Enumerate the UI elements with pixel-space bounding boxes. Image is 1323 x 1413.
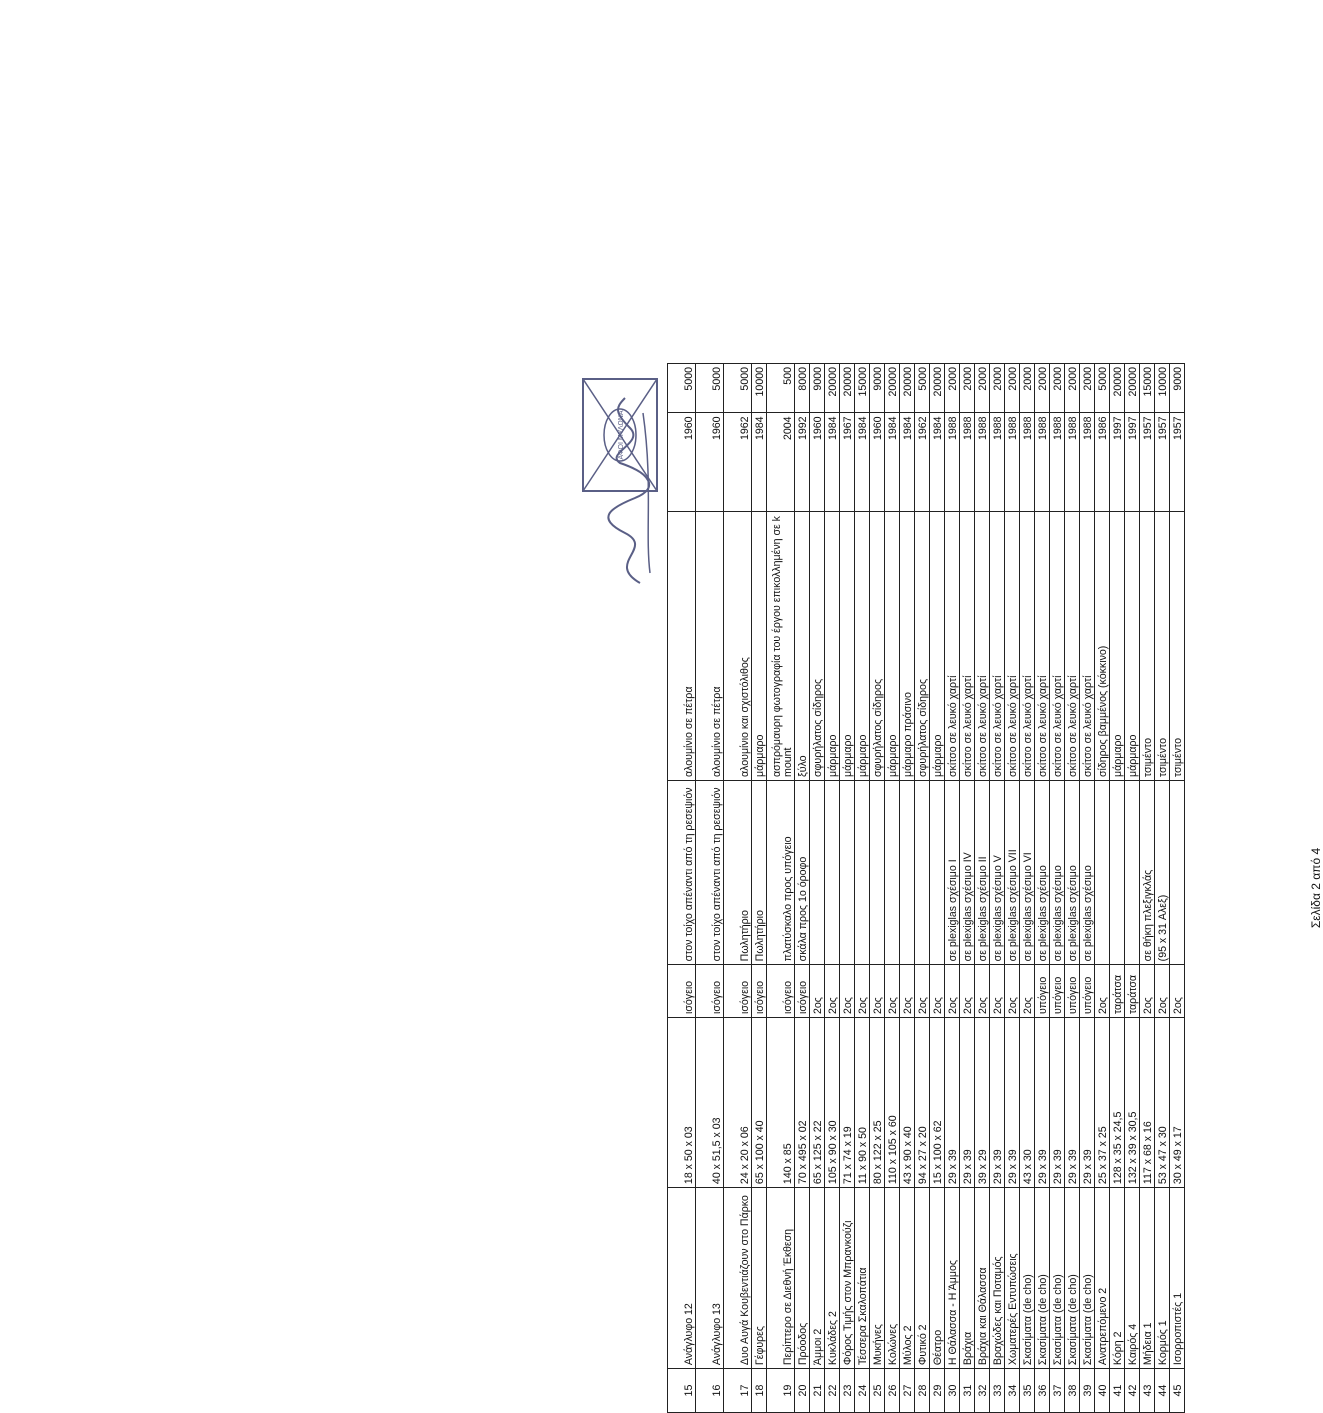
location-cell [825, 781, 840, 965]
dimensions-cell: 132 x 39 x 30,5 [1125, 1017, 1140, 1187]
location-cell [1095, 781, 1110, 965]
year-cell: 1988 [1035, 413, 1050, 512]
artwork-title-cell: Βραχώδες και Ποταμός [990, 1188, 1005, 1369]
row-number-cell: 18 [752, 1369, 767, 1413]
value-cell: 2000 [1050, 364, 1065, 413]
dimensions-cell: 110 x 105 x 60 [885, 1017, 900, 1187]
year-cell: 2004 [767, 413, 795, 512]
artwork-title-cell: Σκασίματα (de cho) [1050, 1188, 1065, 1369]
row-number-cell: 31 [960, 1369, 975, 1413]
dimensions-cell: 29 x 39 [1080, 1017, 1095, 1187]
table-row [1020, 364, 1035, 1413]
artwork-title-cell: Η Θάλασσα - Η Άμμος [945, 1188, 960, 1369]
material-cell: σκίτσο σε λευκό χαρτί [990, 512, 1005, 781]
value-cell: 20000 [825, 364, 840, 413]
year-cell: 1988 [1020, 413, 1035, 512]
artwork-title-cell: Σκασίματα (de cho) [1080, 1188, 1095, 1369]
dimensions-cell: 18 x 50 x 03 [668, 1017, 696, 1187]
artwork-title-cell: Χωματερές Εντυπώσεις [1005, 1188, 1020, 1369]
value-cell: 9000 [870, 364, 885, 413]
table-row [870, 364, 885, 1413]
artwork-title-cell: Βράχια και Θάλασσα [975, 1188, 990, 1369]
floor-cell: ισόγειο [696, 965, 724, 1018]
location-cell: Πωλητήριο [752, 781, 767, 965]
value-cell: 10000 [1155, 364, 1170, 413]
row-number-cell: 39 [1080, 1369, 1095, 1413]
row-number-cell: 37 [1050, 1369, 1065, 1413]
artwork-title-cell: Κορμός 1 [1155, 1188, 1170, 1369]
value-cell: 20000 [900, 364, 915, 413]
artwork-title-cell: Περίπτερο σε Διεθνή Έκθεση [767, 1188, 795, 1369]
row-number-cell: 42 [1125, 1369, 1140, 1413]
floor-cell: υπόγειο [1080, 965, 1095, 1018]
floor-cell: 2ος [885, 965, 900, 1018]
floor-cell: 2ος [975, 965, 990, 1018]
material-cell: μάρμαρο [1110, 512, 1125, 781]
year-cell: 1962 [915, 413, 930, 512]
material-cell: σίδηρος βαμμένος (κόκκινο) [1095, 512, 1110, 781]
value-cell: 5000 [668, 364, 696, 413]
location-cell: σε plexiglas σχέσιμο VI [1020, 781, 1035, 965]
floor-cell: 2ος [900, 965, 915, 1018]
floor-cell: 2ος [1140, 965, 1155, 1018]
row-number-cell: 35 [1020, 1369, 1035, 1413]
value-cell: 2000 [945, 364, 960, 413]
material-cell: μάρμαρο [825, 512, 840, 781]
row-number-cell: 15 [668, 1369, 696, 1413]
value-cell: 500 [767, 364, 795, 413]
material-cell: σφυρήλατος σίδηρος [810, 512, 825, 781]
artwork-title-cell: Καιρός 4 [1125, 1188, 1140, 1369]
row-number-cell: 25 [870, 1369, 885, 1413]
dimensions-cell: 25 x 37 x 25 [1095, 1017, 1110, 1187]
table-row [1005, 364, 1020, 1413]
row-number-cell: 17 [724, 1369, 752, 1413]
row-number-cell: 44 [1155, 1369, 1170, 1413]
row-number-cell: 45 [1170, 1369, 1185, 1413]
year-cell: 1988 [1080, 413, 1095, 512]
table-row [825, 364, 840, 1413]
material-cell: μάρμαρο πράσινο [900, 512, 915, 781]
table-row [840, 364, 855, 1413]
dimensions-cell: 40 x 51,5 x 03 [696, 1017, 724, 1187]
year-cell: 1984 [855, 413, 870, 512]
year-cell: 1960 [668, 413, 696, 512]
artwork-title-cell: Γέφυρες [752, 1188, 767, 1369]
location-cell: σε plexiglas σχέσιμο VII [1005, 781, 1020, 965]
year-cell: 1984 [752, 413, 767, 512]
artwork-title-cell: Μυκήνες [870, 1188, 885, 1369]
location-cell: σε plexiglas σχέσιμο [1065, 781, 1080, 965]
stamp-text: ΑΦΟΙ ΜΥΛΩΝΑ [618, 410, 625, 460]
floor-cell: 2ος [915, 965, 930, 1018]
year-cell: 1957 [1170, 413, 1185, 512]
dimensions-cell: 80 x 122 x 25 [870, 1017, 885, 1187]
row-number-cell: 26 [885, 1369, 900, 1413]
floor-cell: ταράτσα [1110, 965, 1125, 1018]
row-number-cell: 19 [767, 1369, 795, 1413]
floor-cell: ισόγειο [724, 965, 752, 1018]
row-number-cell: 22 [825, 1369, 840, 1413]
location-cell: σε plexiglas σχέσιμο [1080, 781, 1095, 965]
dimensions-cell: 65 x 125 x 22 [810, 1017, 825, 1187]
value-cell: 20000 [840, 364, 855, 413]
artwork-title-cell: Κόρη 2 [1110, 1188, 1125, 1369]
table-row [696, 364, 724, 1413]
floor-cell: 2ος [1170, 965, 1185, 1018]
location-cell: Πωλητήριο [724, 781, 752, 965]
dimensions-cell: 15 x 100 x 62 [930, 1017, 945, 1187]
table-row [724, 364, 752, 1413]
material-cell: μάρμαρο [930, 512, 945, 781]
dimensions-cell: 29 x 39 [1035, 1017, 1050, 1187]
material-cell: μάρμαρο [855, 512, 870, 781]
floor-cell: 2ος [1095, 965, 1110, 1018]
artwork-title-cell: Φόρος Τιμής στον Μπρανκούζι [840, 1188, 855, 1369]
material-cell: τσιμέντο [1170, 512, 1185, 781]
year-cell: 1984 [930, 413, 945, 512]
year-cell: 1988 [975, 413, 990, 512]
dimensions-cell: 128 x 35 x 24,5 [1110, 1017, 1125, 1187]
row-number-cell: 43 [1140, 1369, 1155, 1413]
year-cell: 1984 [900, 413, 915, 512]
artwork-title-cell: Σκασίματα (de cho) [1020, 1188, 1035, 1369]
floor-cell: 2ος [855, 965, 870, 1018]
floor-cell: 2ος [960, 965, 975, 1018]
row-number-cell: 36 [1035, 1369, 1050, 1413]
year-cell: 1984 [885, 413, 900, 512]
table-row [795, 364, 810, 1413]
year-cell: 1988 [960, 413, 975, 512]
row-number-cell: 34 [1005, 1369, 1020, 1413]
location-cell [840, 781, 855, 965]
material-cell: αλουμίνιο και σχιστόλιθος [724, 512, 752, 781]
dimensions-cell: 29 x 39 [990, 1017, 1005, 1187]
year-cell: 1984 [825, 413, 840, 512]
value-cell: 5000 [915, 364, 930, 413]
table-row [885, 364, 900, 1413]
value-cell: 20000 [1125, 364, 1140, 413]
material-cell: αλουμίνιο σε πέτρα [696, 512, 724, 781]
material-cell: ασπρόμαυρη φωτογραφία του έργου επικολλημένη σε k mount [767, 512, 795, 781]
artwork-title-cell: Βράχια [960, 1188, 975, 1369]
row-number-cell: 40 [1095, 1369, 1110, 1413]
row-number-cell: 30 [945, 1369, 960, 1413]
value-cell: 2000 [1035, 364, 1050, 413]
floor-cell: 2ος [990, 965, 1005, 1018]
location-cell: σε plexiglas σχέσιμο [1035, 781, 1050, 965]
table-row [990, 364, 1005, 1413]
value-cell: 9000 [1170, 364, 1185, 413]
material-cell: σκίτσο σε λευκό χαρτί [1050, 512, 1065, 781]
value-cell: 5000 [1095, 364, 1110, 413]
value-cell: 2000 [960, 364, 975, 413]
location-cell: πλατύσκαλο προς υπόγειο [767, 781, 795, 965]
table-row [752, 364, 767, 1413]
year-cell: 1960 [696, 413, 724, 512]
material-cell: τσιμέντο [1155, 512, 1170, 781]
value-cell: 2000 [975, 364, 990, 413]
dimensions-cell: 39 x 29 [975, 1017, 990, 1187]
row-number-cell: 27 [900, 1369, 915, 1413]
material-cell: μάρμαρο [1125, 512, 1140, 781]
value-cell: 9000 [810, 364, 825, 413]
table-row [1170, 364, 1185, 1413]
floor-cell: 2ος [945, 965, 960, 1018]
floor-cell: ισόγειο [752, 965, 767, 1018]
floor-cell: 2ος [810, 965, 825, 1018]
dimensions-cell: 117 x 68 x 16 [1140, 1017, 1155, 1187]
artwork-title-cell: Τέσσερα Σκαλοπάτια [855, 1188, 870, 1369]
location-cell [810, 781, 825, 965]
value-cell: 20000 [885, 364, 900, 413]
table-row [945, 364, 960, 1413]
floor-cell: υπόγειο [1035, 965, 1050, 1018]
dimensions-cell: 70 x 495 x 02 [795, 1017, 810, 1187]
rotated-page [618, 363, 1323, 1413]
location-cell [870, 781, 885, 965]
value-cell: 10000 [752, 364, 767, 413]
location-cell: σε plexiglas σχέσιμο II [975, 781, 990, 965]
location-cell: σε plexiglas σχέσιμο V [990, 781, 1005, 965]
dimensions-cell: 65 x 100 x 40 [752, 1017, 767, 1187]
floor-cell: 2ος [840, 965, 855, 1018]
table-row [975, 364, 990, 1413]
dimensions-cell: 29 x 39 [1065, 1017, 1080, 1187]
row-number-cell: 32 [975, 1369, 990, 1413]
table-row [1140, 364, 1155, 1413]
table-row [1110, 364, 1125, 1413]
dimensions-cell: 140 x 85 [767, 1017, 795, 1187]
floor-cell: ισόγειο [795, 965, 810, 1018]
floor-cell: ισόγειο [767, 965, 795, 1018]
artwork-title-cell: Ανατρεπόμενο 2 [1095, 1188, 1110, 1369]
table-row [1035, 364, 1050, 1413]
table-row [1095, 364, 1110, 1413]
page-number: Σελίδα 2 από 4 [1309, 847, 1323, 929]
material-cell: ξύλο [795, 512, 810, 781]
value-cell: 2000 [1020, 364, 1035, 413]
floor-cell: 2ος [930, 965, 945, 1018]
value-cell: 15000 [1140, 364, 1155, 413]
dimensions-cell: 43 x 30 [1020, 1017, 1035, 1187]
dimensions-cell: 43 x 90 x 40 [900, 1017, 915, 1187]
row-number-cell: 28 [915, 1369, 930, 1413]
artwork-title-cell: Ανάγλυφο 12 [668, 1188, 696, 1369]
material-cell: σκίτσο σε λευκό χαρτί [1080, 512, 1095, 781]
value-cell: 2000 [1080, 364, 1095, 413]
table-row [1080, 364, 1095, 1413]
dimensions-cell: 53 x 47 x 30 [1155, 1017, 1170, 1187]
floor-cell: 2ος [870, 965, 885, 1018]
material-cell: σκίτσο σε λευκό χαρτί [960, 512, 975, 781]
table-row [900, 364, 915, 1413]
inventory-table [667, 363, 1185, 1413]
year-cell: 1962 [724, 413, 752, 512]
dimensions-cell: 94 x 27 x 20 [915, 1017, 930, 1187]
floor-cell: ταράτσα [1125, 965, 1140, 1018]
location-cell [855, 781, 870, 965]
artwork-title-cell: Ισορροπιστές 1 [1170, 1188, 1185, 1369]
material-cell: σκίτσο σε λευκό χαρτί [945, 512, 960, 781]
location-cell: σε θήκη πλεξιγκλάς [1140, 781, 1155, 965]
artwork-title-cell: Σκασίματα (de cho) [1065, 1188, 1080, 1369]
artwork-title-cell: Ανάγλυφο 13 [696, 1188, 724, 1369]
artwork-title-cell: Δυο Αυγά Κουβεντιάζουν στο Πάρκο [724, 1188, 752, 1369]
material-cell: αλουμίνιο σε πέτρα [668, 512, 696, 781]
location-cell: (95 x 31 Αλεξ) [1155, 781, 1170, 965]
dimensions-cell: 29 x 39 [1005, 1017, 1020, 1187]
dimensions-cell: 71 x 74 x 19 [840, 1017, 855, 1187]
location-cell [1170, 781, 1185, 965]
material-cell: σκίτσο σε λευκό χαρτί [975, 512, 990, 781]
material-cell: σκίτσο σε λευκό χαρτί [1020, 512, 1035, 781]
year-cell: 1997 [1110, 413, 1125, 512]
artwork-title-cell: Κολώνες [885, 1188, 900, 1369]
table-row [1125, 364, 1140, 1413]
location-cell: σε plexiglas σχέσιμο [1050, 781, 1065, 965]
floor-cell: 2ος [825, 965, 840, 1018]
artwork-title-cell: Πρόοδος [795, 1188, 810, 1369]
row-number-cell: 41 [1110, 1369, 1125, 1413]
year-cell: 1988 [1050, 413, 1065, 512]
artwork-title-cell: Φυτικό 2 [915, 1188, 930, 1369]
dimensions-cell: 24 x 20 x 06 [724, 1017, 752, 1187]
material-cell: σκίτσο σε λευκό χαρτί [1065, 512, 1080, 781]
dimensions-cell: 105 x 90 x 30 [825, 1017, 840, 1187]
table-row [1155, 364, 1170, 1413]
dimensions-cell: 30 x 49 x 17 [1170, 1017, 1185, 1187]
row-number-cell: 20 [795, 1369, 810, 1413]
location-cell [930, 781, 945, 965]
table-row [1065, 364, 1080, 1413]
row-number-cell: 16 [696, 1369, 724, 1413]
dimensions-cell: 29 x 39 [1050, 1017, 1065, 1187]
location-cell: σε plexiglas σχέσιμο I [945, 781, 960, 965]
material-cell: σκίτσο σε λευκό χαρτί [1035, 512, 1050, 781]
material-cell: σφυρήλατος σίδηρος [870, 512, 885, 781]
table-row [855, 364, 870, 1413]
floor-cell: 2ος [1020, 965, 1035, 1018]
location-cell [1125, 781, 1140, 965]
dimensions-cell: 29 x 39 [960, 1017, 975, 1187]
year-cell: 1992 [795, 413, 810, 512]
table-row [668, 364, 696, 1413]
year-cell: 1997 [1125, 413, 1140, 512]
year-cell: 1960 [870, 413, 885, 512]
floor-cell: υπόγειο [1050, 965, 1065, 1018]
value-cell: 20000 [1110, 364, 1125, 413]
table-row [767, 364, 795, 1413]
value-cell: 2000 [1065, 364, 1080, 413]
location-cell [885, 781, 900, 965]
value-cell: 15000 [855, 364, 870, 413]
location-cell [900, 781, 915, 965]
material-cell: μάρμαρο [840, 512, 855, 781]
location-cell [1110, 781, 1125, 965]
value-cell: 5000 [724, 364, 752, 413]
row-number-cell: 21 [810, 1369, 825, 1413]
row-number-cell: 23 [840, 1369, 855, 1413]
year-cell: 1988 [945, 413, 960, 512]
row-number-cell: 33 [990, 1369, 1005, 1413]
material-cell: σφυρήλατος σίδηρος [915, 512, 930, 781]
dimensions-cell: 29 x 39 [945, 1017, 960, 1187]
material-cell: τσιμέντο [1140, 512, 1155, 781]
value-cell: 2000 [990, 364, 1005, 413]
row-number-cell: 38 [1065, 1369, 1080, 1413]
location-cell [915, 781, 930, 965]
material-cell: σκίτσο σε λευκό χαρτί [1005, 512, 1020, 781]
table-row [1050, 364, 1065, 1413]
year-cell: 1986 [1095, 413, 1110, 512]
floor-cell: ισόγειο [668, 965, 696, 1018]
material-cell: μάρμαρο [885, 512, 900, 781]
floor-cell: 2ος [1155, 965, 1170, 1018]
location-cell: στον τοίχο απέναντι από τη ρεσεψιόν [696, 781, 724, 965]
year-cell: 1957 [1155, 413, 1170, 512]
material-cell: μάρμαρο [752, 512, 767, 781]
year-cell: 1957 [1140, 413, 1155, 512]
stamp-icon [579, 375, 661, 495]
floor-cell: υπόγειο [1065, 965, 1080, 1018]
artwork-title-cell: Κυκλάδες 2 [825, 1188, 840, 1369]
year-cell: 1988 [990, 413, 1005, 512]
year-cell: 1967 [840, 413, 855, 512]
value-cell: 8000 [795, 364, 810, 413]
table-row [810, 364, 825, 1413]
artwork-title-cell: Μήδεια 1 [1140, 1188, 1155, 1369]
year-cell: 1960 [810, 413, 825, 512]
year-cell: 1988 [1065, 413, 1080, 512]
value-cell: 5000 [696, 364, 724, 413]
row-number-cell: 24 [855, 1369, 870, 1413]
artwork-title-cell: Άμμοι 2 [810, 1188, 825, 1369]
location-cell: στον τοίχο απέναντι από τη ρεσεψιόν [668, 781, 696, 965]
year-cell: 1988 [1005, 413, 1020, 512]
location-cell: σε plexiglas σχέσιμο IV [960, 781, 975, 965]
value-cell: 2000 [1005, 364, 1020, 413]
table-row [960, 364, 975, 1413]
location-cell: σκάλα προς 1ο όροφο [795, 781, 810, 965]
artwork-title-cell: Σκασίματα (de cho) [1035, 1188, 1050, 1369]
table-row [930, 364, 945, 1413]
floor-cell: 2ος [1005, 965, 1020, 1018]
table-body [668, 364, 1185, 1413]
value-cell: 20000 [930, 364, 945, 413]
row-number-cell: 29 [930, 1369, 945, 1413]
artwork-title-cell: Θέατρο [930, 1188, 945, 1369]
dimensions-cell: 11 x 90 x 50 [855, 1017, 870, 1187]
table-row [915, 364, 930, 1413]
artwork-title-cell: Μύλος 2 [900, 1188, 915, 1369]
